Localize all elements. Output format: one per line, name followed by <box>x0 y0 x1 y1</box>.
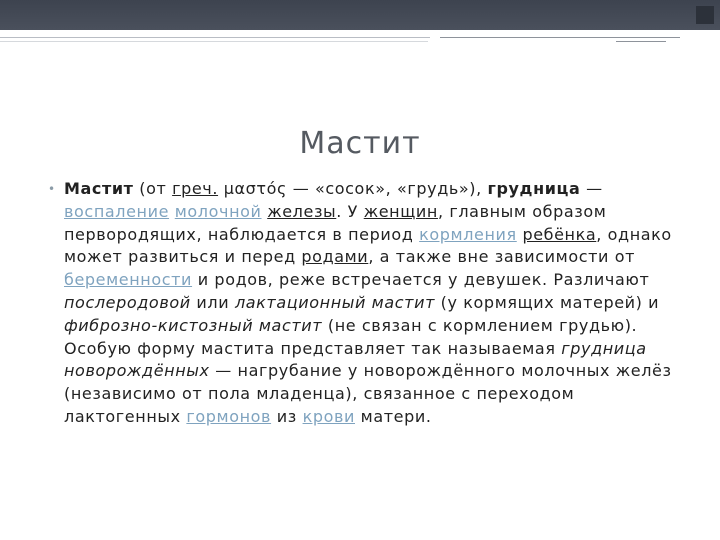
term-fibrocystic-mastitis: фиброзно-кистозный мастит <box>64 315 323 335</box>
text-run: из <box>271 406 303 426</box>
term-grudnitsa: грудница <box>487 179 581 198</box>
text-run: (у кормящих матерей) и <box>435 292 660 312</box>
decor-line <box>440 37 680 38</box>
decor-line <box>0 41 428 42</box>
text-run: матери. <box>355 406 432 426</box>
text-run: , однако может развиться и перед <box>64 224 672 267</box>
link-mammary[interactable]: молочной <box>174 201 262 221</box>
text-run: (не связан с кормлением грудью). Особую форму мастита представляет так называемая <box>64 315 638 358</box>
text-run: и родов, реже встречается у девушек. Различают <box>192 270 650 290</box>
text-run: — <box>580 179 603 198</box>
decor-line <box>0 37 430 38</box>
text-run: , а также вне зависимости от <box>368 247 636 267</box>
link-gland[interactable]: железы <box>267 201 337 221</box>
text-run: , главным образом первородящих, наблюдается в период <box>64 201 607 244</box>
term-lactational-mastitis: лактационный мастит <box>234 292 435 312</box>
link-child[interactable]: ребёнка <box>522 224 597 244</box>
link-women[interactable]: женщин <box>363 201 438 221</box>
slide-body <box>48 178 684 429</box>
link-feeding[interactable]: кормления <box>419 224 517 244</box>
link-pregnancy[interactable]: беременности <box>64 270 193 290</box>
top-bar-accent <box>696 6 714 24</box>
text-run: или <box>190 292 235 312</box>
text-run: μαστός — «сосок», «грудь»), <box>218 179 488 198</box>
term-postpartum: послеродовой <box>64 292 191 312</box>
link-blood[interactable]: крови <box>302 406 355 426</box>
slide-title: Мастит <box>299 126 421 162</box>
term-newborn-mastitis: грудница новорождённых <box>64 338 647 381</box>
link-greek[interactable]: греч. <box>172 179 219 198</box>
link-inflammation[interactable]: воспаление <box>64 201 170 221</box>
link-childbirth[interactable]: родами <box>301 247 369 267</box>
bullet-icon: • <box>48 182 56 196</box>
text-run: (от <box>133 179 173 198</box>
decor-line <box>616 41 666 42</box>
text-run: . У <box>336 201 364 221</box>
top-bar <box>0 0 720 30</box>
text-run: — нагрубание у новорождённого молочных желёз (независимо от пола младенца), связанное с переходом лактогенных <box>64 361 672 426</box>
term-mastitis: Мастит <box>64 179 134 198</box>
link-hormones[interactable]: гормонов <box>186 406 272 426</box>
